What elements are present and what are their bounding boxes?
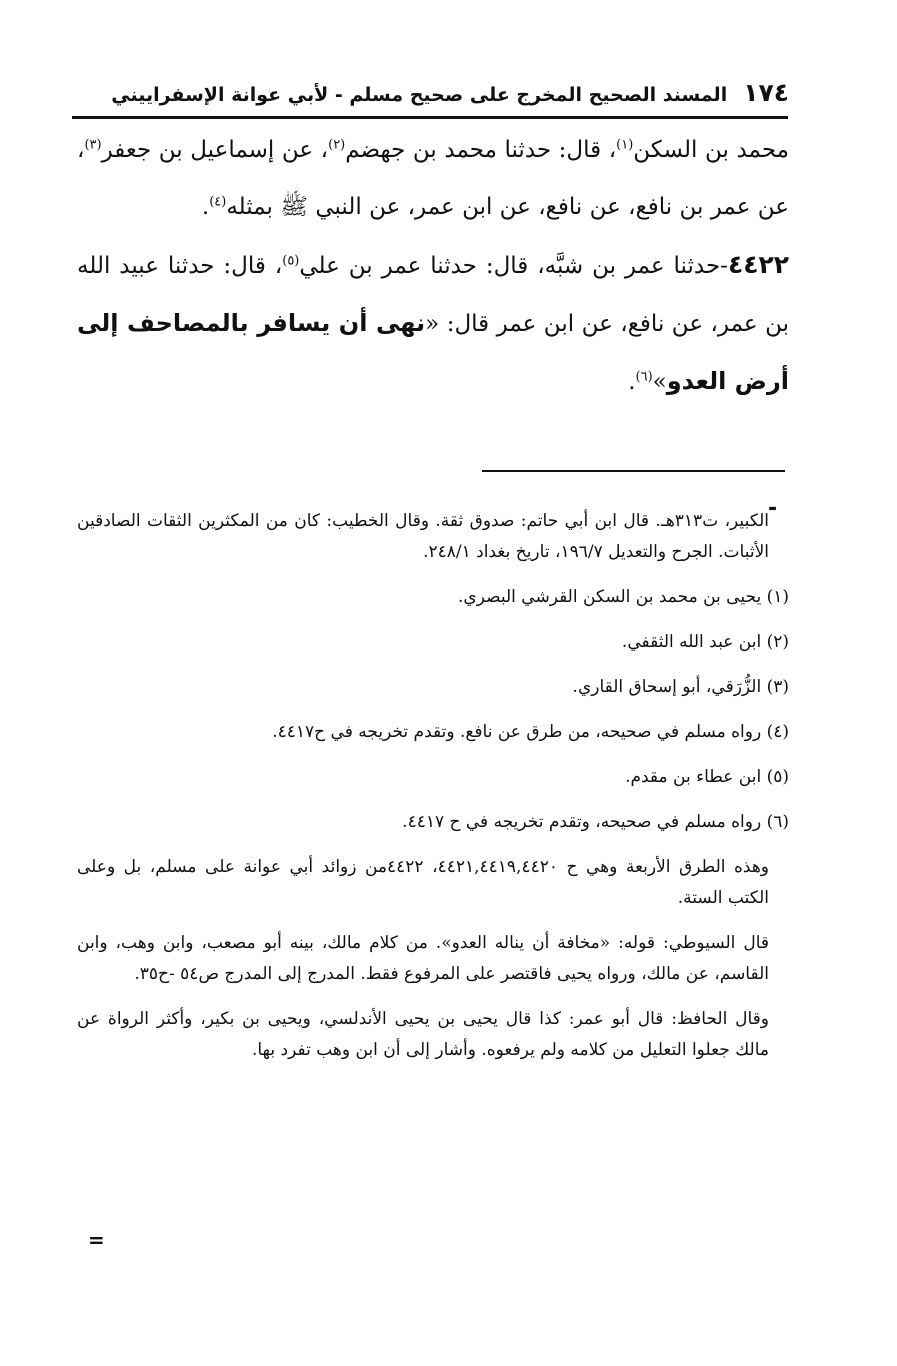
paragraph-hadith <box>77 236 789 411</box>
text-segment: -حدثنا عمر بن شبَّه، قال: حدثنا عمر بن علي <box>299 253 728 279</box>
footnote-item: (٢) ابن عبد الله الثقفي. <box>621 632 789 652</box>
header-rule <box>72 116 788 119</box>
footnote-note: وقال الحافظ: قال أبو عمر: كذا قال يحيى بن يحيى الأندلسي، ويحيى بن بكير، وأكثر الرواة عن مالك جعلوا التعليل من كلامه ولم يرفعوه. وأشار إلى أن ابن وهب تفرد بها. <box>77 1009 769 1060</box>
footnote-ref: (١) <box>616 137 634 153</box>
text-segment: . <box>201 194 210 220</box>
footnote-separator <box>482 470 785 472</box>
hadith-matn: نهى أن يسافر بالمصاحف إلى أرض العدو <box>77 309 789 395</box>
text-segment: . <box>628 369 636 395</box>
page-number: ١٧٤ <box>743 78 789 107</box>
text-segment: ، عن عمر بن نافع، عن نافع، عن ابن عمر، عن النبي ﷺ بمثله <box>77 137 789 220</box>
paragraph-chain <box>77 122 789 236</box>
footnote-ref: (٢) <box>328 137 346 153</box>
footnote-ref: (٣) <box>84 137 102 153</box>
footnote-ref: (٥) <box>282 253 300 269</box>
footnote-ref: (٦) <box>635 369 653 385</box>
footnote-note: وهذه الطرق الأربعة وهي ح ٤٤٢١,٤٤١٩,٤٤٢٠، ٤٤٢٢من زوائد أبي عوانة على مسلم، بل وعلى الكتب الستة. <box>77 857 770 908</box>
text-segment: ، قال: حدثنا عبيد الله بن عمر، عن نافع، عن ابن عمر قال: « <box>77 253 790 337</box>
main-text <box>77 122 789 411</box>
running-header <box>109 78 789 112</box>
footnote-item: (١) يحيى بن محمد بن السكن القرشي البصري. <box>458 587 789 607</box>
text-segment: محمد بن السكن <box>633 137 789 163</box>
text-segment: ، قال: حدثنا محمد بن جهضم <box>345 137 617 163</box>
footnote-item: (٣) الزُّرَقي، أبو إسحاق القاري. <box>572 677 789 697</box>
hadith-number: ٤٤٢٢ <box>727 250 790 279</box>
footnote-item: (٥) ابن عطاء بن مقدم. <box>625 767 789 787</box>
text-segment: ، عن إسماعيل بن جعفر <box>101 137 329 163</box>
footnote-note: قال السيوطي: قوله: «مخافة أن يناله العدو». من كلام مالك، بينه أبو مصعب، وابن وهب، وابن القاسم، عن مالك، ورواه يحيى فاقتصر على المرفوع فقط. المدرج إلى المدرج ص٥٤ -ح٣٥. <box>77 933 769 984</box>
footnote-ref: (٤) <box>209 194 227 210</box>
footnote-continuation: الكبير، ت٣١٣هـ. قال ابن أبي حاتم: صدوق ثقة. وقال الخطيب: كان من المكثرين الثقات الصادقين الأثبات. الجرح والتعديل ١٩٦/٧، تاريخ بغداد ٢٤٨/١. <box>77 511 769 562</box>
book-title: المسند الصحيح المخرج على صحيح مسلم - لأبي عوانة الإسفراييني <box>111 84 728 106</box>
footnote-item: (٤) رواه مسلم في صحيحه، من طرق عن نافع. وتقدم تخريجه في ح٤٤١٧. <box>272 722 789 742</box>
footnote-item: (٦) رواه مسلم في صحيحه، وتقدم تخريجه في ح ٤٤١٧. <box>402 812 789 832</box>
continues-mark: = <box>88 1228 105 1252</box>
footnotes <box>77 506 789 1080</box>
continuation-mark: - <box>768 496 778 521</box>
text-segment: » <box>652 369 667 395</box>
